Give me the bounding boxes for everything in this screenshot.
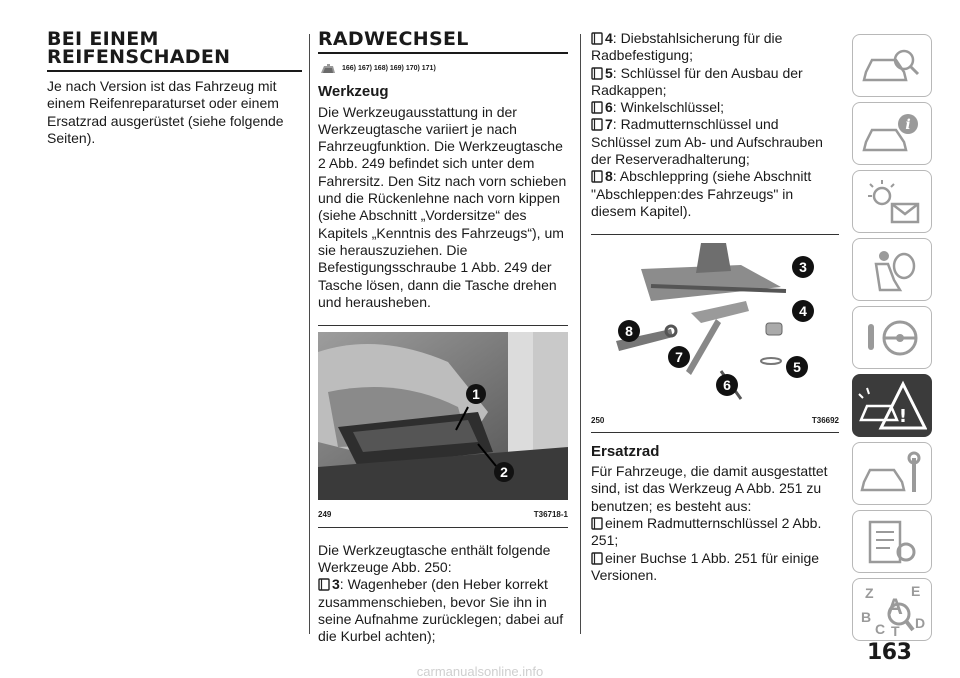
warning-references — [320, 60, 568, 77]
book-bullet-icon — [591, 170, 603, 183]
index-letter: Z — [865, 584, 874, 601]
callout-7: 7 — [675, 349, 683, 366]
tab-safety[interactable] — [852, 238, 932, 301]
alphabet-index-icon — [857, 582, 927, 638]
callout-1: 1 — [472, 386, 480, 403]
figure-250-caption — [591, 412, 839, 433]
callout-2: 2 — [500, 464, 508, 481]
section-title-reifenschaden — [47, 30, 302, 72]
title-line-2: REIFENSCHADEN — [47, 46, 231, 68]
title-line-1: BEI EINEM — [47, 28, 159, 50]
werkzeug-paragraph: Die Werkzeugausstattung in der Werkzeugtasche variiert je nach Fahrzeugfunktion. Die Werkzeugtasche 2 Abb. 249 befindet sich unter dem Fahrersitz. Den Sitz nach vorn schieben und die Rückenlehne nach vorn kippen (siehe Abschnitt „Vordersitze“ des Kapitels „Kenntnis des Fahrzeugs“), um sie herauszuziehen. Die Befestigungsschraube 1 Abb. 249 der Tasche lösen, dann die Tasche drehen und herausheben. — [318, 103, 567, 310]
checklist-gear-icon — [860, 518, 924, 566]
list-item-7 — [591, 116, 839, 168]
item-text: : Schlüssel für den Ausbau der Radkappen; — [591, 64, 803, 98]
figure-number: 249 — [318, 510, 332, 520]
index-letter: E — [911, 582, 921, 599]
warning-light-envelope-icon — [860, 178, 924, 226]
callout-8: 8 — [625, 323, 633, 340]
tab-driving[interactable] — [852, 306, 932, 369]
figure-250 — [591, 234, 839, 433]
svg-text:i: i — [905, 116, 911, 133]
tab-emergency[interactable] — [852, 374, 932, 437]
bullet-item-2 — [591, 550, 839, 585]
page-number: 163 — [867, 640, 912, 665]
tab-maintenance[interactable] — [852, 442, 932, 505]
callout-4: 4 — [799, 303, 807, 320]
item-text: einer Buchse 1 Abb. 251 für einige Versionen. — [591, 549, 820, 583]
column-2 — [318, 30, 568, 646]
index-letter: B — [861, 608, 872, 625]
tab-technical-data[interactable] — [852, 510, 932, 573]
watermark: carmanualsonline.info — [416, 664, 544, 678]
item-text: : Wagenheber (den Heber korrekt zusammenschieben, bevor Sie ihn in seine Aufnahme zurücklegen; dabei auf die Kurbel achten); — [318, 576, 564, 645]
warning-hand-icon — [320, 63, 336, 75]
figure-249-caption — [318, 506, 568, 527]
section-title-radwechsel: RADWECHSEL — [318, 30, 568, 54]
column-1 — [47, 30, 302, 147]
item-number: 3 — [332, 576, 340, 593]
item-number: 8 — [605, 168, 613, 185]
item-text: : Radmutternschlüssel und Schlüssel zum Ab- und Aufschrauben der Reserveradhalterung; — [591, 116, 823, 168]
tab-car-info[interactable] — [852, 102, 932, 165]
figure-rule — [591, 234, 839, 235]
ersatzrad-paragraph: Für Fahrzeuge, die damit ausgestattet sind, ist das Werkzeug A Abb. 251 zu benutzen; es besteht aus: — [591, 463, 828, 514]
figure-rule — [318, 325, 568, 326]
callout-5: 5 — [793, 359, 801, 376]
book-bullet-icon — [591, 101, 603, 114]
figure-code: T36692 — [811, 415, 839, 425]
list-item-5 — [591, 65, 839, 100]
chapter-tabs — [852, 34, 932, 646]
list-item-6 — [591, 99, 839, 116]
item-number: 6 — [605, 99, 613, 116]
item-text: : Abschleppring (siehe Abschnitt "Abschleppen:des Fahrzeugs" in diesem Kapitel). — [591, 168, 812, 219]
list-item-8 — [591, 168, 839, 220]
subtitle-werkzeug: Werkzeug — [318, 83, 389, 101]
car-info-icon — [860, 110, 924, 158]
seat-tool-bag-illustration — [318, 332, 568, 500]
callout-3: 3 — [799, 259, 807, 276]
list-item-4 — [591, 30, 839, 65]
column-separator-1 — [309, 34, 310, 634]
callout-6: 6 — [723, 377, 731, 394]
book-bullet-icon — [318, 578, 330, 591]
figure-number: 250 — [591, 415, 605, 425]
index-letter: C — [875, 620, 886, 637]
figure-code: T36718-1 — [533, 510, 568, 520]
column-separator-2 — [580, 34, 581, 634]
column-3 — [591, 30, 839, 584]
book-bullet-icon — [591, 552, 603, 565]
book-bullet-icon — [591, 67, 603, 80]
item-text: : Winkelschlüssel; — [612, 99, 725, 116]
tools-intro-paragraph: Die Werkzeugtasche enthält folgende Werkzeuge Abb. 250: — [318, 541, 551, 576]
figure-249 — [318, 325, 568, 528]
car-magnifier-icon — [860, 42, 924, 90]
book-bullet-icon — [591, 118, 603, 131]
item-number: 5 — [605, 64, 613, 81]
emergency-warning-triangle-icon — [857, 380, 927, 432]
book-bullet-icon — [591, 517, 603, 530]
book-bullet-icon — [591, 32, 603, 45]
subtitle-ersatzrad: Ersatzrad — [591, 442, 660, 460]
index-letter: A — [887, 593, 903, 619]
car-wrench-icon — [860, 450, 924, 498]
item-text: : Diebstahlsicherung für die Radbefestigung; — [591, 30, 783, 64]
tab-car-knowledge[interactable] — [852, 34, 932, 97]
intro-paragraph: Je nach Version ist das Fahrzeug mit einem Reifenreparaturset oder einem Ersatzrad ausgerüstet (siehe folgende Seiten). — [47, 78, 284, 146]
item-number: 4 — [605, 30, 613, 46]
tab-warning-lights[interactable] — [852, 170, 932, 233]
bullet-item-1 — [591, 515, 839, 550]
tab-index[interactable] — [852, 578, 932, 641]
tool-kit-illustration — [591, 241, 839, 405]
airbag-seat-icon — [860, 246, 924, 294]
item-number: 7 — [605, 116, 613, 133]
index-letter: D — [915, 614, 926, 631]
item-text: einem Radmutternschlüssel 2 Abb. 251; — [591, 515, 822, 549]
index-letter: T — [891, 622, 900, 638]
list-item-3 — [318, 576, 568, 645]
steering-wheel-key-icon — [860, 314, 924, 362]
reference-numbers: 166) 167) 168) 169) 170) 171) — [342, 65, 436, 72]
svg-text:!: ! — [898, 405, 908, 427]
